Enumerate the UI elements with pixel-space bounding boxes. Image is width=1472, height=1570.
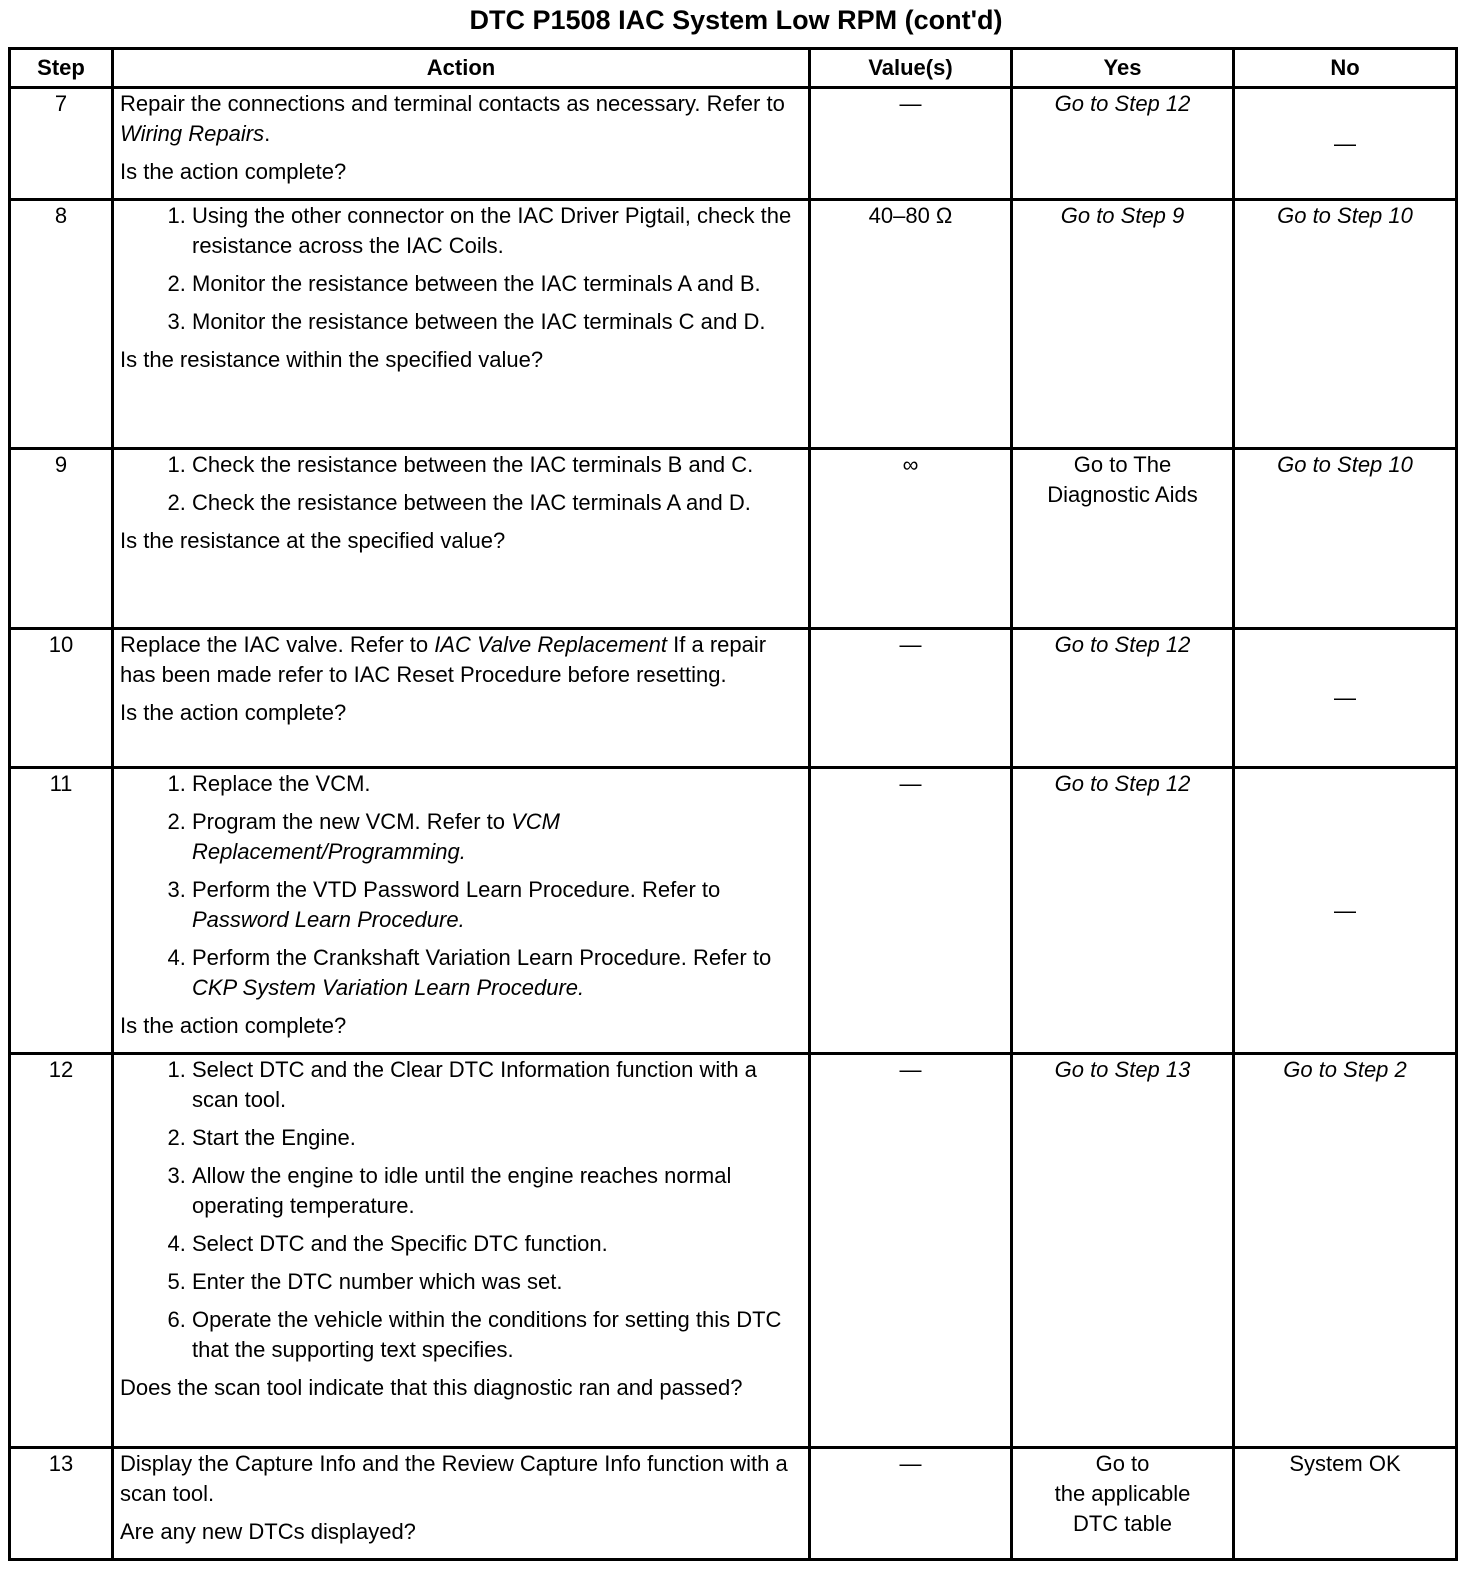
column-header-step: Step [10, 49, 113, 88]
no-result[interactable]: Go to Step 10 [1234, 449, 1457, 629]
step-number: 7 [10, 88, 113, 200]
list-item: 3. Monitor the resistance between the IAC terminals C and D. [192, 307, 802, 337]
value-cell: — [810, 629, 1012, 768]
list-item: 6. Operate the vehicle within the conditions for setting this DTC that the supporting text specifies. [192, 1305, 802, 1365]
action-cell [113, 1054, 810, 1448]
list-item: 1. Using the other connector on the IAC Driver Pigtail, check the resistance across the IAC Coils. [192, 201, 802, 261]
action-question: Is the action complete? [120, 159, 347, 184]
action-steps-list [120, 201, 802, 337]
yes-result-line: Diagnostic Aids [1047, 482, 1198, 507]
step-number: 9 [10, 449, 113, 629]
value-cell: — [810, 1448, 1012, 1560]
list-item [192, 807, 802, 867]
list-item: 1. Check the resistance between the IAC terminals B and C. [192, 450, 802, 480]
action-question: Does the scan tool indicate that this diagnostic ran and passed? [120, 1375, 743, 1400]
table-row [10, 200, 1457, 449]
yes-result[interactable] [1012, 1448, 1234, 1560]
no-result: — [1234, 88, 1457, 200]
table-row [10, 88, 1457, 200]
yes-result-line: Go to The [1073, 452, 1172, 477]
list-item: 4. Select DTC and the Specific DTC function. [192, 1229, 802, 1259]
table-row [10, 1054, 1457, 1448]
action-cell [113, 200, 810, 449]
value-cell: — [810, 768, 1012, 1054]
page-title: DTC P1508 IAC System Low RPM (cont'd) [469, 5, 1003, 35]
step-number: 11 [10, 768, 113, 1054]
no-result[interactable]: Go to Step 2 [1234, 1054, 1457, 1448]
list-item-text: Perform the Crankshaft Variation Learn Procedure. Refer to [192, 945, 772, 970]
list-item: 2. Monitor the resistance between the IAC terminals A and B. [192, 269, 802, 299]
list-item-text: . [578, 975, 585, 1000]
yes-result-line: Go to [1095, 1451, 1150, 1476]
yes-result[interactable]: Go to Step 13 [1012, 1054, 1234, 1448]
reference-link[interactable]: IAC Valve Replacement [434, 632, 668, 657]
no-result: — [1234, 768, 1457, 1054]
action-text [120, 630, 802, 690]
list-item: 2. Check the resistance between the IAC terminals A and D. [192, 488, 802, 518]
list-item [192, 943, 802, 1003]
table-row [10, 768, 1457, 1054]
value-cell: 40–80 Ω [810, 200, 1012, 449]
diagnostic-table [8, 47, 1458, 1561]
yes-result[interactable]: Go to Step 12 [1012, 629, 1234, 768]
action-steps-list [120, 1055, 802, 1365]
column-header-yes: Yes [1012, 49, 1234, 88]
no-result: System OK [1234, 1448, 1457, 1560]
list-item: 1. Replace the VCM. [192, 769, 802, 799]
action-text-part: Repair the connections and terminal contacts as necessary. Refer to [120, 91, 785, 116]
reference-link[interactable]: Wiring Repairs [120, 121, 265, 146]
action-text [120, 89, 802, 149]
yes-result[interactable] [1012, 449, 1234, 629]
action-question: Is the action complete? [120, 1013, 347, 1038]
list-item-text: Program the new VCM. Refer to [192, 809, 512, 834]
value-cell: ∞ [810, 449, 1012, 629]
value-cell: — [810, 1054, 1012, 1448]
table-row [10, 629, 1457, 768]
yes-result[interactable]: Go to Step 12 [1012, 88, 1234, 200]
list-item: 5. Enter the DTC number which was set. [192, 1267, 802, 1297]
value-cell: — [810, 88, 1012, 200]
reference-link[interactable]: VCM Replacement/Programming [192, 809, 561, 864]
column-header-values: Value(s) [810, 49, 1012, 88]
action-steps-list [120, 769, 802, 1003]
action-cell [113, 88, 810, 200]
yes-result-line: DTC table [1072, 1511, 1173, 1536]
table-row [10, 1448, 1457, 1560]
list-item [192, 875, 802, 935]
table-row [10, 449, 1457, 629]
column-header-action: Action [113, 49, 810, 88]
list-item: 3. Allow the engine to idle until the engine reaches normal operating temperature. [192, 1161, 802, 1221]
step-number: 8 [10, 200, 113, 449]
action-cell [113, 1448, 810, 1560]
yes-result[interactable]: Go to Step 12 [1012, 768, 1234, 1054]
reference-link[interactable]: CKP System Variation Learn Procedure [192, 975, 578, 1000]
reference-link[interactable]: Password Learn Procedure [192, 907, 459, 932]
yes-result[interactable]: Go to Step 9 [1012, 200, 1234, 449]
action-question: Are any new DTCs displayed? [120, 1519, 416, 1544]
action-text-part: If a repair has been made refer to IAC Reset Procedure before resetting. [120, 632, 767, 687]
yes-result-line: the applicable [1054, 1481, 1191, 1506]
action-question: Is the resistance within the specified value? [120, 347, 544, 372]
column-header-no: No [1234, 49, 1457, 88]
action-cell [113, 768, 810, 1054]
list-item-text: . [459, 839, 466, 864]
action-steps-list [120, 450, 802, 518]
action-cell [113, 449, 810, 629]
step-number: 13 [10, 1448, 113, 1560]
list-item-text: Perform the VTD Password Learn Procedure. Refer to [192, 877, 721, 902]
step-number: 10 [10, 629, 113, 768]
list-item-text: . [458, 907, 465, 932]
no-result[interactable]: Go to Step 10 [1234, 200, 1457, 449]
step-number: 12 [10, 1054, 113, 1448]
action-question: Is the resistance at the specified value? [120, 528, 506, 553]
action-question: Is the action complete? [120, 700, 347, 725]
list-item: 1. Select DTC and the Clear DTC Information function with a scan tool. [192, 1055, 802, 1115]
action-text: Display the Capture Info and the Review Capture Info function with a scan tool. [120, 1451, 788, 1506]
list-item: 2. Start the Engine. [192, 1123, 802, 1153]
action-cell [113, 629, 810, 768]
table-header-row [10, 49, 1457, 88]
action-text-part: . [264, 121, 271, 146]
no-result: — [1234, 629, 1457, 768]
action-text-part: Replace the IAC valve. Refer to [120, 632, 435, 657]
